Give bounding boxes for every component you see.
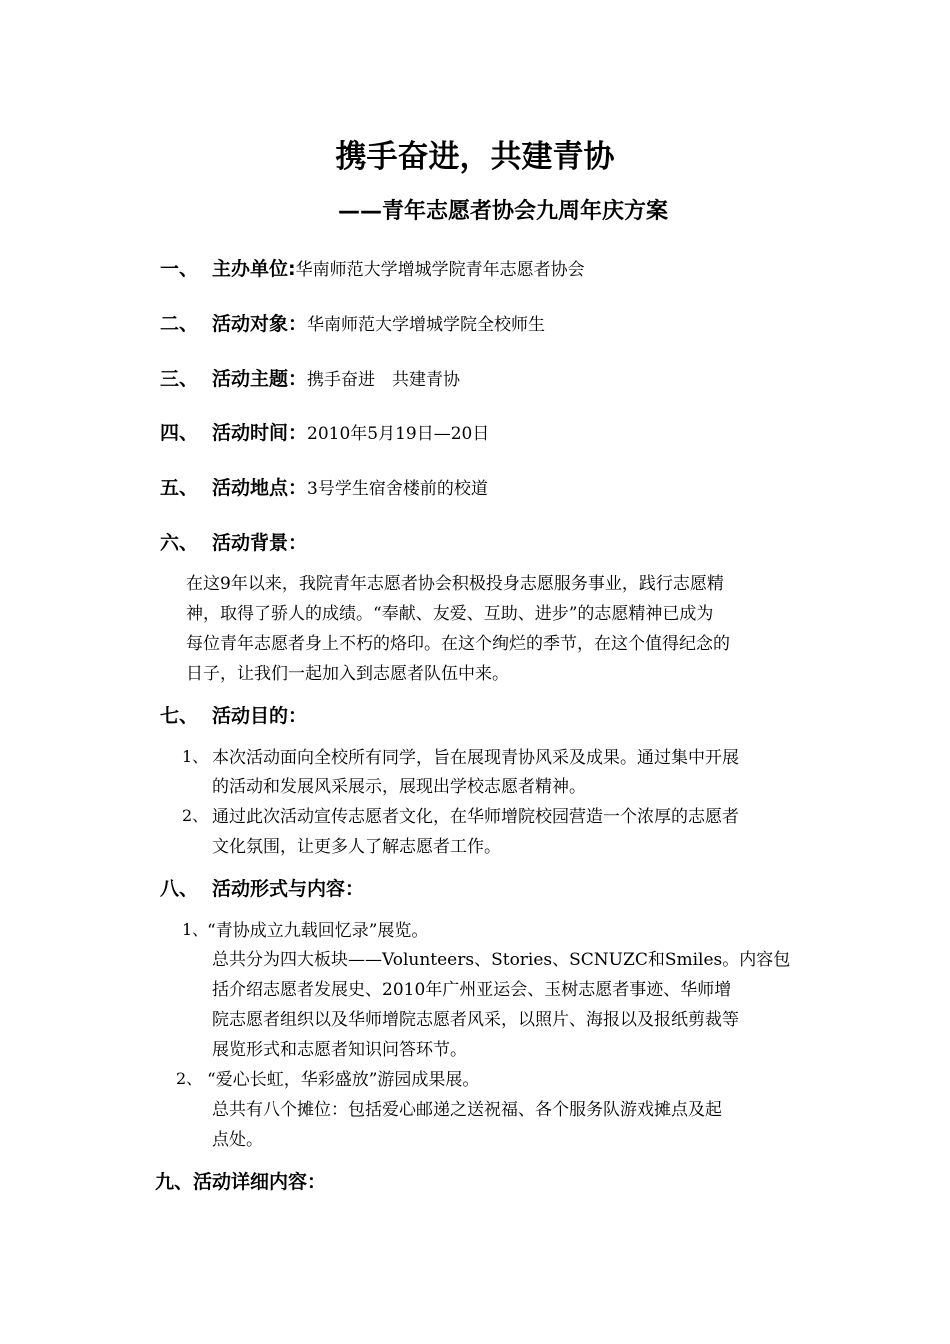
paragraph-line: 每位青年志愿者身上不朽的烙印。在这个绚烂的季节，在这个值得纪念的 bbox=[186, 634, 730, 654]
section-label: 活动背景 bbox=[212, 532, 289, 554]
list-item-number: 2、 bbox=[176, 1069, 203, 1088]
list-item-line: 点处。 bbox=[212, 1130, 263, 1150]
section-value: 3号学生宿舍楼前的校道 bbox=[307, 479, 488, 499]
section-label: 九、活动详细内容： bbox=[155, 1171, 327, 1193]
list-item-line: 通过此次活动宣传志愿者文化，在华师增院校园营造一个浓厚的志愿者 bbox=[212, 807, 739, 827]
section-value: 2010年5月19日—20日 bbox=[307, 424, 490, 444]
list-item-line: 院志愿者组织以及华师增院志愿者风采，以照片、海报以及报纸剪裁等 bbox=[212, 1010, 739, 1030]
section-details bbox=[155, 1167, 326, 1194]
list-item-line: 总共分为四大板块——Volunteers、Stories、SCNUZC和Smiles。内容包 bbox=[212, 950, 791, 970]
paragraph-line: 神，取得了骄人的成绩。“奉献、友爱、互助、进步”的志愿精神已成为 bbox=[186, 604, 714, 624]
section-purpose: 七、 活动目的： bbox=[160, 701, 307, 728]
section-number: 五、 bbox=[160, 477, 199, 499]
list-item-line: 总共有八个摊位：包括爱心邮递之送祝福、各个服务队游戏摊点及起 bbox=[212, 1100, 722, 1120]
section-number: 三、 bbox=[160, 368, 199, 390]
list-item-line: 展览形式和志愿者知识问答环节。 bbox=[212, 1040, 467, 1060]
section-number: 八、 bbox=[160, 878, 199, 900]
section-number: 七、 bbox=[160, 705, 199, 727]
paragraph-line: 日子，让我们一起加入到志愿者队伍中来。 bbox=[186, 664, 509, 684]
document-title: 携手奋进，共建青协 bbox=[335, 139, 615, 175]
section-value: 携手奋进 共建青协 bbox=[307, 370, 461, 390]
section-value: 华南师范大学增城学院青年志愿者协会 bbox=[295, 260, 585, 280]
section-label: 活动对象 bbox=[212, 313, 289, 335]
section-number: 六、 bbox=[160, 532, 199, 554]
section-time: 四、 活动时间：2010年5月19日—20日 bbox=[160, 418, 489, 445]
document-subtitle: ——青年志愿者协会九周年庆方案 bbox=[338, 199, 669, 224]
list-item-heading: “爱心长虹，华彩盛放”游园成果展。 bbox=[207, 1070, 480, 1090]
list-item-number: 2、 bbox=[182, 806, 209, 825]
section-value: 华南师范大学增城学院全校师生 bbox=[307, 315, 546, 335]
section-label: 活动主题 bbox=[212, 368, 289, 390]
list-item-number: 1、 bbox=[182, 747, 209, 766]
section-label: 主办单位 bbox=[212, 258, 289, 280]
section-organizer: 一、 主办单位:华南师范大学增城学院青年志愿者协会 bbox=[160, 254, 585, 281]
section-label: 活动形式与内容 bbox=[212, 878, 346, 900]
section-location: 五、 活动地点：3号学生宿舍楼前的校道 bbox=[160, 473, 488, 500]
section-form-content: 八、 活动形式与内容： bbox=[160, 874, 364, 901]
section-theme: 三、 活动主题：携手奋进 共建青协 bbox=[160, 364, 460, 391]
section-label: 活动时间 bbox=[212, 422, 289, 444]
section-label: 活动目的 bbox=[212, 705, 289, 727]
list-item-line: 的活动和发展风采展示，展现出学校志愿者精神。 bbox=[212, 777, 586, 797]
paragraph-line: 在这9年以来，我院青年志愿者协会积极投身志愿服务事业，践行志愿精 bbox=[186, 574, 724, 594]
section-number: 四、 bbox=[160, 422, 199, 444]
list-item-line: 本次活动面向全校所有同学，旨在展现青协风采及成果。通过集中开展 bbox=[212, 748, 739, 768]
section-number: 二、 bbox=[160, 313, 199, 335]
section-background: 六、 活动背景： bbox=[160, 528, 307, 555]
section-audience: 二、 活动对象：华南师范大学增城学院全校师生 bbox=[160, 309, 545, 336]
list-item-number: 1、 bbox=[182, 920, 209, 939]
list-item-line: 括介绍志愿者发展史、2010年广州亚运会、玉树志愿者事迹、华师增 bbox=[212, 980, 732, 1000]
section-number: 一、 bbox=[160, 258, 199, 280]
list-item-heading: “青协成立九载回忆录”展览。 bbox=[207, 921, 429, 941]
list-item-line: 文化氛围，让更多人了解志愿者工作。 bbox=[212, 837, 501, 857]
section-label: 活动地点 bbox=[212, 477, 289, 499]
